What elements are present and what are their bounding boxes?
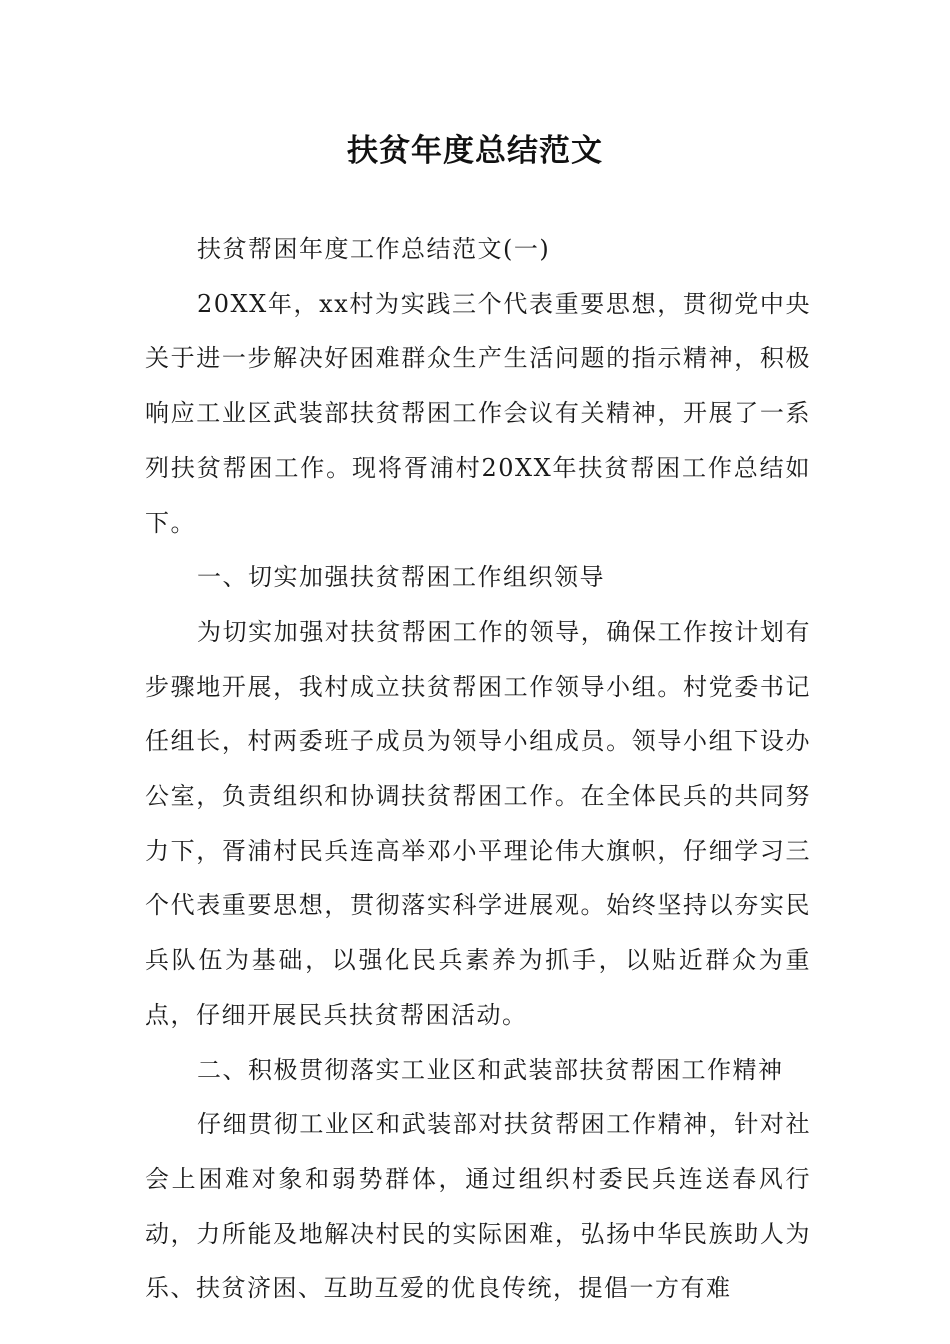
section-heading: 二、积极贯彻落实工业区和武装部扶贫帮困工作精神 (197, 1055, 784, 1084)
body-paragraph: 为切实加强对扶贫帮困工作的领导，确保工作按计划有步骤地开展，我村成立扶贫帮困工作领导小组。村党委书记任组长，村两委班子成员为领导小组成员。领导小组下设办公室，负责组织和协调扶贫帮困工作。在全体民兵的共同努力下，胥浦村民兵连高举邓小平理论伟大旗帜，仔细学习三个代表重要思想，贯彻落实科学进展观。始终坚持以夯实民兵队伍为基础，以强化民兵素养为抓手，以贴近群众为重点，仔细开展民兵扶贫帮困活动。 (145, 617, 811, 1029)
document-body (145, 222, 811, 1316)
document-title: 扶贫年度总结范文 (347, 133, 603, 169)
body-paragraph: 20XX年，xx村为实践三个代表重要思想，贯彻党中央关于进一步解决好困难群众生产生活问题的指示精神，积极响应工业区武装部扶贫帮困工作会议有关精神，开展了一系列扶贫帮困工作。现将胥浦村20XX年扶贫帮困工作总结如下。 (145, 289, 811, 537)
section-heading: 一、切实加强扶贫帮困工作组织领导 (197, 563, 605, 592)
section-heading: 扶贫帮困年度工作总结范文(一) (197, 235, 551, 263)
body-paragraph: 仔细贯彻工业区和武装部对扶贫帮困工作精神，针对社会上困难对象和弱势群体，通过组织村委民兵连送春风行动，力所能及地解决村民的实际困难，弘扬中华民族助人为乐、扶贫济困、互助互爱的优良传统，提倡一方有难 (145, 1110, 811, 1303)
